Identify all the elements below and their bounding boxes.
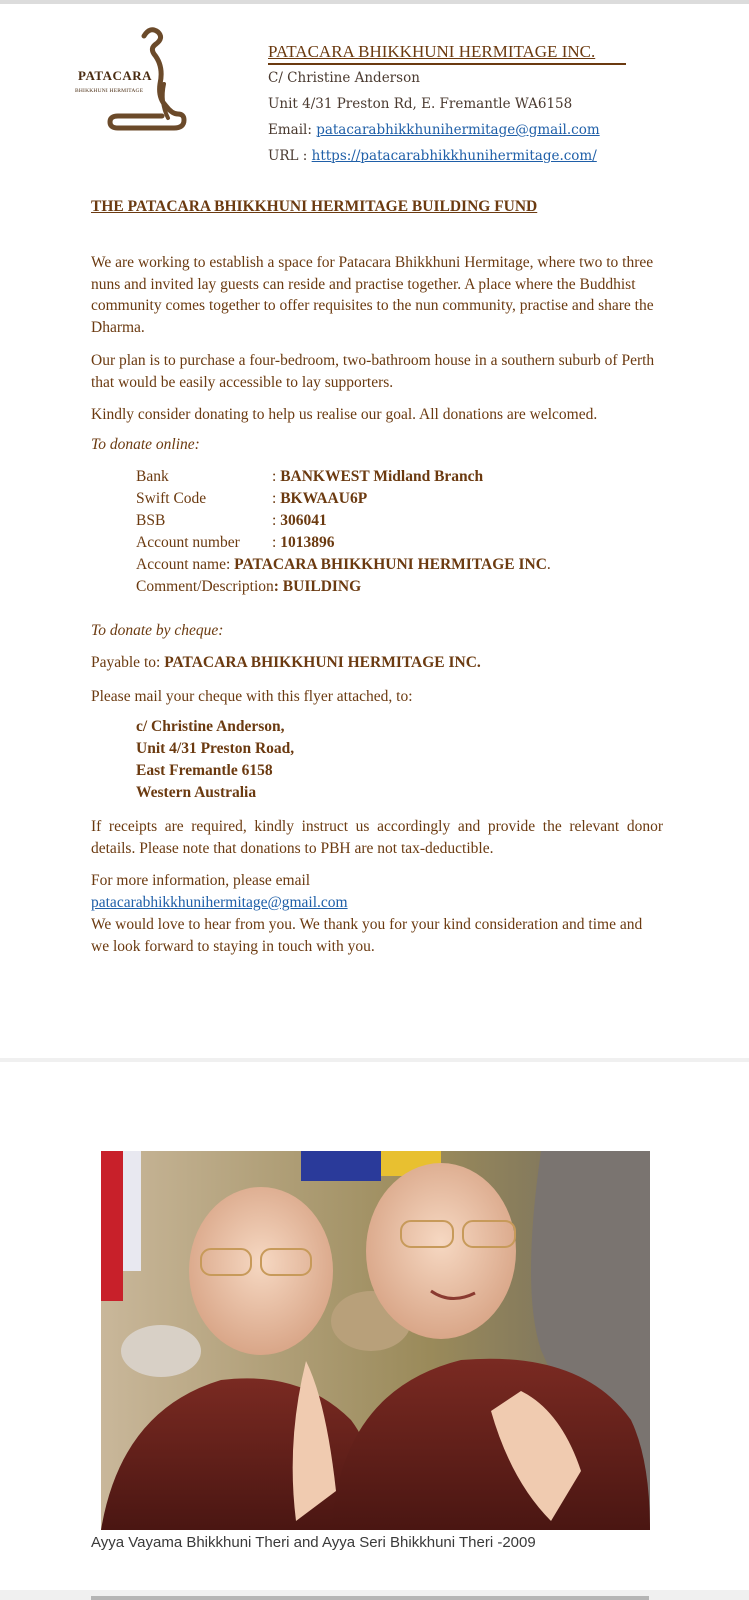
swift-sep: : (272, 490, 281, 507)
comment-label: Comment/Description (136, 578, 274, 595)
account-name-label: Account name: (136, 556, 235, 573)
more-info-email-link[interactable]: patacarabhikkhunihermitage@gmail.com (91, 894, 348, 911)
address-line: Western Australia (136, 784, 257, 801)
bsb-value: 306041 (280, 512, 327, 529)
bank-row (136, 468, 483, 486)
more-info-email-line (91, 892, 663, 914)
mail-instruction: Please mail your cheque with this flyer attached, to: (91, 688, 413, 705)
address-line: East Fremantle 6158 (136, 762, 273, 779)
fund-title: THE PATACARA BHIKKHUNI HERMITAGE BUILDING FUND (91, 198, 538, 215)
account-name-row (136, 556, 551, 574)
bank-sep: : (272, 468, 281, 485)
logo-wordmark: PATACARA (78, 68, 153, 83)
nuns-photo (101, 1151, 650, 1530)
header-address: Unit 4/31 Preston Rd, E. Fremantle WA6158 (268, 96, 573, 112)
account-number-sep: : (272, 534, 281, 551)
care-of: C/ Christine Anderson (268, 70, 420, 86)
bsb-label: BSB (136, 512, 166, 529)
comment-row (136, 578, 361, 596)
header-email-line (268, 122, 600, 138)
comment-value: : BUILDING (273, 578, 362, 595)
more-info-line: For more information, please email (91, 872, 311, 889)
intro-paragraph-1: We are working to establish a space for Patacara Bhikkhuni Hermitage, where two to three nuns and invited lay guests can reside and practise together. A place where the Buddhist community comes together to offer requisites to the nun community, practise and share the Dharma. (91, 254, 654, 336)
address-line: c/ Christine Anderson, (136, 718, 285, 735)
bsb-sep: : (272, 512, 281, 529)
header-url-link[interactable]: https://patacarabhikkhunihermitage.com/ (311, 148, 597, 164)
swift-value: BKWAAU6P (280, 490, 368, 507)
payable-value: PATACARA BHIKKHUNI HERMITAGE INC. (164, 654, 481, 671)
account-name-end: . (546, 556, 551, 573)
header-url-line (268, 148, 597, 164)
donate-online-heading: To donate online: (91, 436, 200, 453)
logo-subtitle: BHIKKHUNI HERMITAGE (75, 88, 144, 94)
header-email-link[interactable]: patacarabhikkhunihermitage@gmail.com (316, 122, 600, 138)
bank-value: BANKWEST Midland Branch (280, 468, 484, 485)
receipts-paragraph: If receipts are required, kindly instruct us accordingly and provide the relevant donor details. Please note that donations to PBH are not tax-deductible. (91, 818, 663, 857)
bsb-row (136, 512, 327, 530)
org-name: PATACARA BHIKKHUNI HERMITAGE INC. (268, 42, 596, 61)
email-label: Email: (268, 122, 317, 138)
account-number-label: Account number (136, 534, 240, 551)
intro-paragraph-2: Our plan is to purchase a four-bedroom, two-bathroom house in a southern suburb of Perth that would be easily accessible to lay supporters. (91, 352, 655, 391)
swift-label: Swift Code (136, 490, 207, 507)
payable-line (91, 652, 663, 674)
org-underline (268, 63, 626, 65)
intro-paragraph-3: Kindly consider donating to help us realise our goal. All donations are welcomed. (91, 406, 598, 423)
payable-label: Payable to: (91, 654, 165, 671)
address-line: Unit 4/31 Preston Road, (136, 740, 295, 757)
photo-caption: Ayya Vayama Bhikkhuni Theri and Ayya Seri Bhikkhuni Theri -2009 (91, 1534, 536, 1551)
next-page-edge (91, 1596, 649, 1600)
bank-label: Bank (136, 468, 169, 485)
mail-address (136, 716, 294, 804)
closing-paragraph: We would love to hear from you. We thank you for your kind consideration and time and we look forward to staying in touch with you. (91, 916, 643, 955)
account-name-value: PATACARA BHIKKHUNI HERMITAGE INC (234, 556, 547, 573)
account-number-row (136, 534, 334, 552)
swift-row (136, 490, 367, 508)
url-label: URL : (268, 148, 312, 164)
account-number-value: 1013896 (280, 534, 335, 551)
donate-cheque-heading: To donate by cheque: (91, 622, 224, 639)
